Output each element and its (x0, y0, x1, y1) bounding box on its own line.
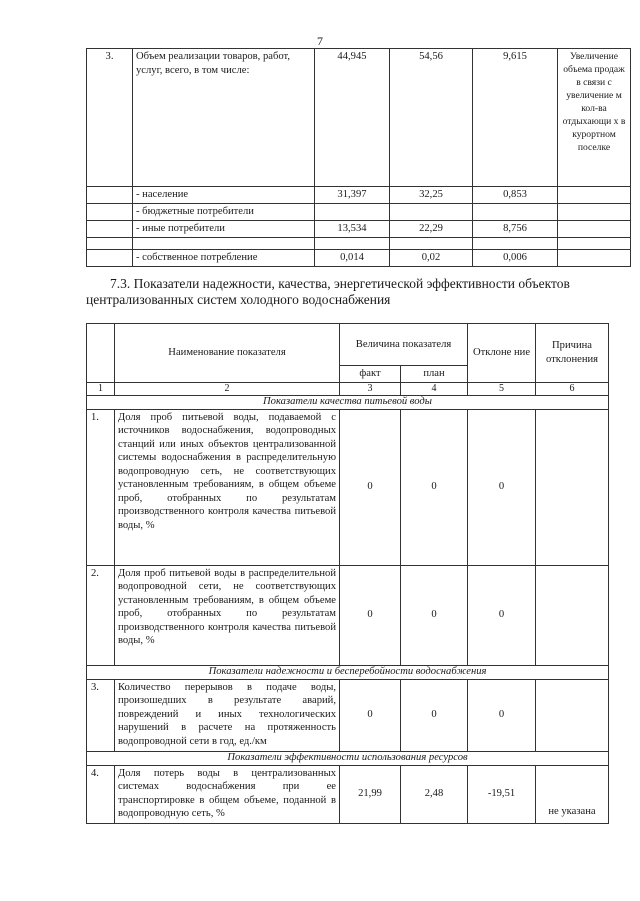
header-plan: план (401, 366, 468, 383)
row-number: 1. (87, 409, 115, 565)
deviation-reason: Увеличение объема продаж в связи с увеличение м кол-ва отдыхающи х в курортном поселке (558, 49, 631, 187)
deviation-value (473, 238, 558, 250)
section-title: Показатели надежности и бесперебойности водоснабжения (87, 665, 609, 679)
indicator-name: - население (133, 187, 315, 204)
deviation-value: 0 (468, 565, 536, 665)
plan-value: 22,29 (390, 221, 473, 238)
indicator-name: - иные потребители (133, 221, 315, 238)
header-value: Величина показателя (340, 324, 468, 366)
section-title: Показатели качества питьевой воды (87, 395, 609, 409)
header-row (87, 324, 609, 366)
header-reason: Причина отклонения (536, 324, 609, 383)
plan-value (390, 204, 473, 221)
deviation-value: 8,756 (473, 221, 558, 238)
indicators-table (86, 323, 609, 824)
row-number (87, 238, 133, 250)
fact-value (315, 204, 390, 221)
indicator-name: - бюджетные потребители (133, 204, 315, 221)
column-number: 1 (87, 382, 115, 395)
deviation-value: 0 (468, 409, 536, 565)
indicator-name: Объем реализации товаров, работ, услуг, всего, в том числе: (133, 49, 315, 187)
indicator-name: Доля проб питьевой воды в распределительной водопроводной сети, не соответствующих установленным требованиям, в общем объеме проб, отобранных по результатам производственного контроля качества питьевой воды, % (115, 565, 340, 665)
section-title-row (87, 395, 609, 409)
deviation-reason (558, 250, 631, 267)
deviation-reason (536, 565, 609, 665)
deviation-reason (536, 679, 609, 751)
deviation-value: -19,51 (468, 765, 536, 823)
deviation-reason (558, 187, 631, 204)
table-row (87, 250, 631, 267)
deviation-reason (558, 221, 631, 238)
plan-value: 0,02 (390, 250, 473, 267)
section-heading-line2: централизованных систем холодного водоснабжения (86, 292, 391, 307)
column-number: 5 (468, 382, 536, 395)
table-row (87, 565, 609, 665)
header-deviation: Отклоне ние (468, 324, 536, 383)
indicator-name: Доля проб питьевой воды, подаваемой с источников водоснабжения, водопроводных станций или иных объектов централизованной системы водоснабжения в распределительную водопроводную сеть, не соответствующих установленным требованиям, в общем объеме проб, отобранных по результатам производственного контроля качества питьевой воды, % (115, 409, 340, 565)
sales-volume-table (86, 48, 631, 267)
section-title-row (87, 751, 609, 765)
header-blank (87, 324, 115, 383)
fact-value: 0 (340, 679, 401, 751)
table-row (87, 409, 609, 565)
row-number: 4. (87, 765, 115, 823)
fact-value: 0 (340, 409, 401, 565)
plan-value (390, 238, 473, 250)
table-row (87, 221, 631, 238)
table-row (87, 204, 631, 221)
section-heading-line1: 7.3. Показатели надежности, качества, энергетической эффективности объектов (110, 276, 570, 291)
row-number (87, 250, 133, 267)
fact-value: 21,99 (340, 765, 401, 823)
deviation-reason: не указана (536, 765, 609, 823)
table-row (87, 49, 631, 187)
fact-value: 0,014 (315, 250, 390, 267)
fact-value: 0 (340, 565, 401, 665)
column-number: 3 (340, 382, 401, 395)
plan-value: 32,25 (390, 187, 473, 204)
row-number (87, 187, 133, 204)
header-indicator-name: Наименование показателя (115, 324, 340, 383)
indicator-name: Доля потерь воды в централизованных системах водоснабжения при ее транспортировке в общем объеме, поданной в водопроводную сеть, % (115, 765, 340, 823)
row-number (87, 204, 133, 221)
row-number: 2. (87, 565, 115, 665)
deviation-value (473, 204, 558, 221)
fact-value: 31,397 (315, 187, 390, 204)
deviation-value: 9,615 (473, 49, 558, 187)
deviation-value: 0 (468, 679, 536, 751)
column-number: 4 (401, 382, 468, 395)
table-row (87, 679, 609, 751)
deviation-value: 0,853 (473, 187, 558, 204)
column-number-row (87, 382, 609, 395)
deviation-value: 0,006 (473, 250, 558, 267)
section-heading (86, 276, 616, 308)
plan-value: 0 (401, 409, 468, 565)
plan-value: 0 (401, 565, 468, 665)
section-title-row (87, 665, 609, 679)
indicator-name (133, 238, 315, 250)
deviation-reason (558, 204, 631, 221)
fact-value: 44,945 (315, 49, 390, 187)
table-row (87, 238, 631, 250)
indicator-name: - собственное потребление (133, 250, 315, 267)
plan-value: 54,56 (390, 49, 473, 187)
row-number: 3. (87, 49, 133, 187)
row-number (87, 221, 133, 238)
row-number: 3. (87, 679, 115, 751)
section-title: Показатели эффективности использования ресурсов (87, 751, 609, 765)
plan-value: 0 (401, 679, 468, 751)
deviation-reason (536, 409, 609, 565)
table-row (87, 187, 631, 204)
fact-value (315, 238, 390, 250)
header-fact: факт (340, 366, 401, 383)
column-number: 6 (536, 382, 609, 395)
indicator-name: Количество перерывов в подаче воды, произошедших в результате аварий, повреждений и иных технологических нарушений в расчете на протяженность водопроводной сети в год, ед./км (115, 679, 340, 751)
deviation-reason (558, 238, 631, 250)
fact-value: 13,534 (315, 221, 390, 238)
page-number: 7 (317, 34, 323, 48)
plan-value: 2,48 (401, 765, 468, 823)
table-row (87, 765, 609, 823)
column-number: 2 (115, 382, 340, 395)
